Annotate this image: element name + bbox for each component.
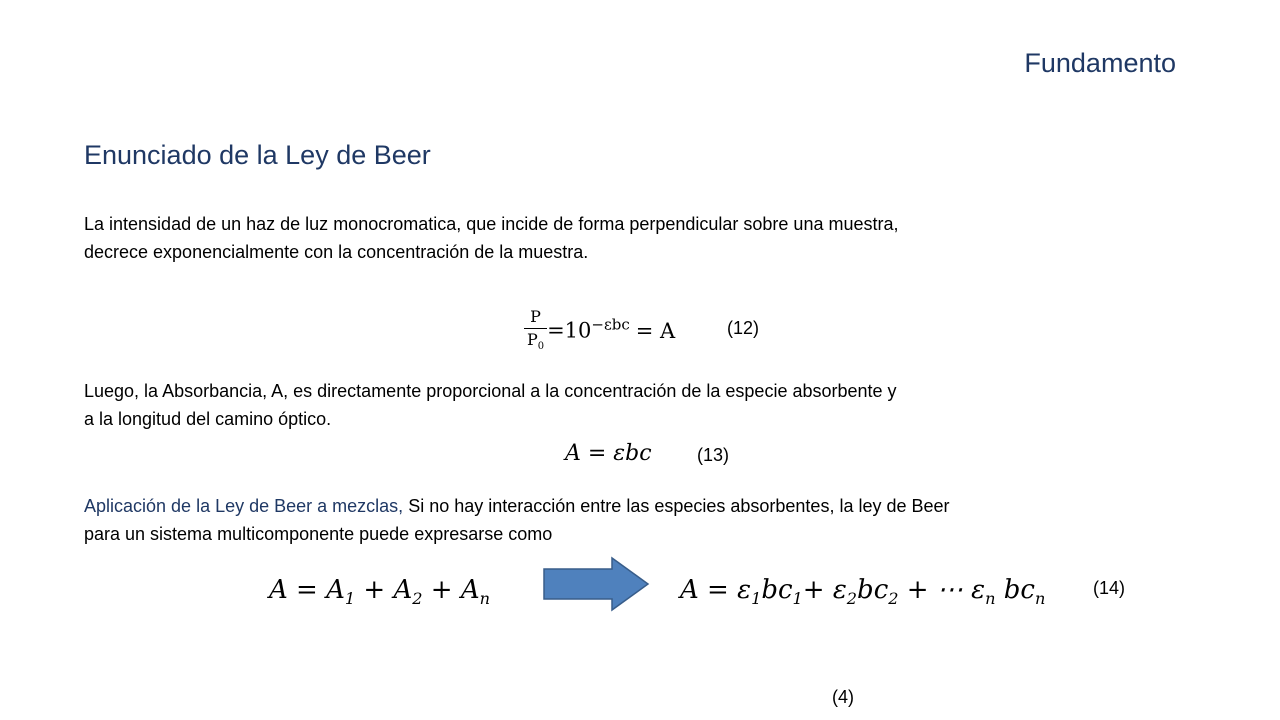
- paragraph-mixtures: [84, 492, 950, 548]
- equation-14-right: $A = \varepsilon_1bc_1+ \varepsilon_2bc_2$ + ⋯ $\varepsilon_n$ $bc_n$: [680, 575, 1046, 609]
- fraction-p-over-p0: [524, 308, 547, 356]
- equation-12-exponent: −εbc: [591, 315, 630, 334]
- fraction-numerator: P: [524, 308, 547, 329]
- equation-12-number: (12): [727, 318, 760, 338]
- section-title: Fundamento: [1024, 48, 1176, 78]
- right-arrow-icon: [542, 556, 652, 612]
- paragraph-intro-line-2: decrece exponencialmente con la concentración de la muestra.: [84, 242, 589, 262]
- slide-heading: Enunciado de la Ley de Beer: [84, 140, 431, 170]
- footer-number: (4): [832, 687, 854, 707]
- paragraph-intro: [84, 210, 899, 266]
- equation-13: A = εbc: [565, 441, 652, 466]
- paragraph-absorbance-line-1: Luego, la Absorbancia, A, es directamente proporcional a la concentración de la especie absorbente y: [84, 381, 897, 401]
- paragraph-absorbance-line-2: a la longitud del camino óptico.: [84, 409, 332, 429]
- fraction-denominator: $P_0$: [527, 330, 545, 353]
- equation-14-left: $A = A_1 + A_2 + A_n$: [269, 575, 490, 609]
- equation-12-base: =10: [547, 318, 592, 343]
- paragraph-absorbance: [84, 377, 897, 433]
- mixtures-line-1-rest: Si no hay interacción entre las especies absorbentes, la ley de Beer: [403, 496, 950, 516]
- mixtures-highlight: Aplicación de la Ley de Beer a mezclas,: [84, 496, 404, 516]
- paragraph-mixtures-line-1: [84, 492, 950, 520]
- equation-12-rhs: = A: [635, 318, 676, 343]
- equation-13-number: (13): [697, 445, 730, 465]
- paragraph-intro-line-1: La intensidad de un haz de luz monocromatica, que incide de forma perpendicular sobre una muestra,: [84, 214, 899, 234]
- equation-14-number: (14): [1093, 578, 1126, 598]
- paragraph-mixtures-line-2: para un sistema multicomponente puede expresarse como: [84, 524, 553, 544]
- equation-12: [524, 308, 675, 356]
- denominator-subscript: 0: [537, 341, 545, 353]
